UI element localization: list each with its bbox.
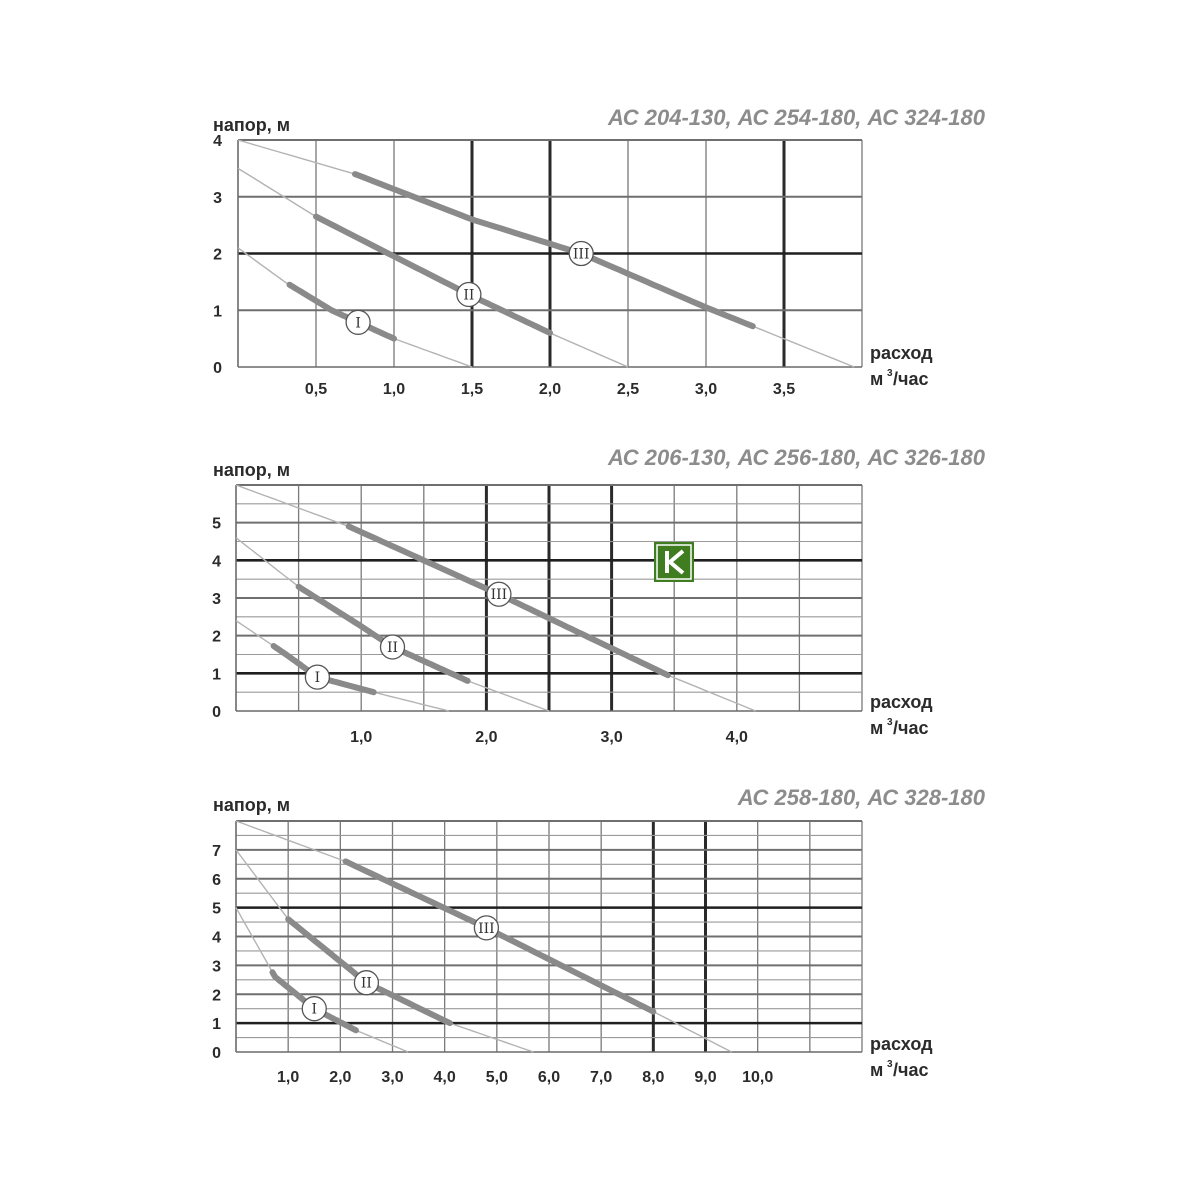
- y-tick-label: 1: [212, 1016, 221, 1034]
- y-tick-label: 0: [212, 1045, 221, 1062]
- x-tick-label: 4,0: [725, 729, 748, 746]
- x-axis-unit: м: [870, 718, 884, 738]
- x-tick-label: 5,0: [485, 1069, 508, 1086]
- curve-I-full: [236, 621, 449, 711]
- x-axis-label: расход: [870, 343, 933, 363]
- chart-1: [213, 105, 986, 398]
- x-tick-label: 7,0: [590, 1069, 613, 1086]
- x-tick-label: 1,0: [382, 381, 406, 398]
- x-axis-unit-tail: /час: [893, 1060, 929, 1080]
- curve-label-III: III: [572, 246, 590, 263]
- y-tick-label: 2: [213, 246, 222, 264]
- y-tick-label: 2: [212, 628, 221, 646]
- curve-label-II: II: [463, 287, 475, 304]
- y-axis-label: напор, м: [213, 460, 291, 480]
- curve-label-III: III: [478, 920, 495, 937]
- x-axis-unit-tail: /час: [893, 718, 929, 738]
- x-tick-label: 1,5: [460, 381, 484, 398]
- curve-label-I: I: [314, 670, 321, 687]
- x-tick-label: 10,0: [742, 1069, 774, 1086]
- x-tick-label: 3,5: [772, 381, 796, 398]
- y-axis-label: напор, м: [213, 795, 291, 815]
- curve-label-I: I: [311, 1001, 318, 1018]
- y-tick-label: 4: [212, 553, 221, 571]
- y-tick-label: 2: [212, 987, 221, 1005]
- y-tick-label: 3: [213, 189, 222, 207]
- y-tick-label: 5: [212, 900, 221, 918]
- y-tick-label: 0: [212, 704, 221, 721]
- y-tick-label: 3: [212, 958, 221, 976]
- y-tick-label: 6: [212, 871, 221, 889]
- x-tick-label: 6,0: [537, 1069, 561, 1086]
- y-axis-label: напор, м: [213, 115, 291, 135]
- chart-title: АС 258-180, АС 328-180: [737, 785, 985, 810]
- series-II: [238, 168, 628, 367]
- x-axis-unit-tail: /час: [893, 369, 929, 389]
- curve-label-III: III: [490, 587, 508, 604]
- x-tick-label: 1,0: [277, 1069, 300, 1086]
- x-axis-unit-exponent: 3: [887, 717, 893, 728]
- x-axis-label: расход: [870, 692, 933, 712]
- x-axis-unit: м: [870, 1060, 884, 1080]
- curve-label-II: II: [386, 639, 399, 656]
- chart-2: [212, 445, 986, 746]
- chart-title: АС 204-130, АС 254-180, АС 324-180: [607, 105, 985, 130]
- x-axis-unit: м: [870, 369, 884, 389]
- y-tick-label: 1: [212, 666, 221, 684]
- y-tick-label: 4: [212, 929, 221, 947]
- y-tick-label: 5: [212, 515, 221, 533]
- brand-logo: [654, 542, 694, 582]
- x-tick-label: 2,0: [329, 1069, 352, 1086]
- y-tick-label: 1: [213, 303, 222, 321]
- x-tick-label: 1,0: [350, 729, 373, 746]
- x-tick-label: 2,0: [538, 381, 562, 398]
- y-tick-label: 0: [213, 360, 222, 377]
- curve-label-I: I: [355, 315, 361, 332]
- chart-title: АС 206-130, АС 256-180, АС 326-180: [607, 445, 985, 470]
- x-tick-label: 3,0: [381, 1069, 404, 1086]
- x-tick-label: 0,5: [304, 381, 328, 398]
- y-tick-label: 4: [213, 133, 222, 150]
- x-axis-unit-exponent: 3: [887, 1059, 893, 1070]
- x-axis-label: расход: [870, 1034, 933, 1054]
- curve-label-II: II: [360, 975, 372, 992]
- chart-3: [212, 785, 986, 1086]
- curve-II-full: [238, 168, 628, 367]
- series-I: [238, 248, 475, 367]
- x-axis-unit-exponent: 3: [887, 368, 893, 379]
- curve-I-full: [238, 248, 475, 367]
- curve-II-full: [236, 538, 549, 711]
- x-tick-label: 3,0: [694, 381, 718, 398]
- x-tick-label: 2,0: [475, 729, 498, 746]
- x-tick-label: 9,0: [694, 1069, 717, 1086]
- series-I: [236, 621, 449, 711]
- y-tick-label: 7: [212, 842, 221, 860]
- x-tick-label: 8,0: [642, 1069, 665, 1086]
- curve-I-working-range: [290, 285, 395, 339]
- y-tick-label: 3: [212, 591, 221, 608]
- series-II: [236, 538, 549, 711]
- x-tick-label: 3,0: [600, 729, 623, 746]
- x-tick-label: 4,0: [433, 1069, 456, 1086]
- x-tick-label: 2,5: [616, 381, 640, 398]
